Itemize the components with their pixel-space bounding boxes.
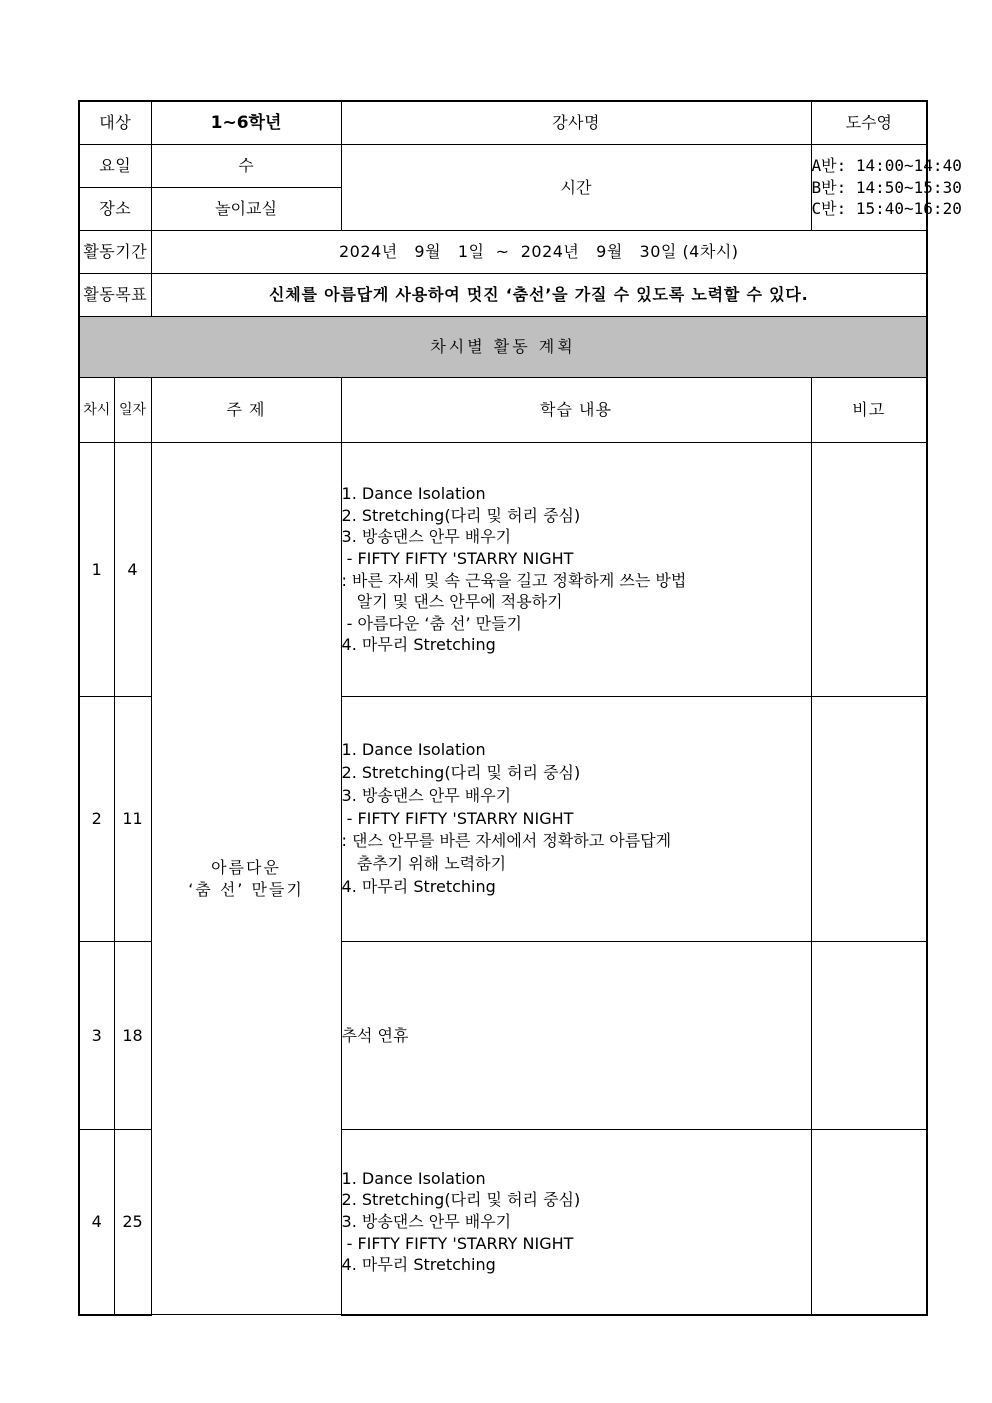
- section-title: 차시별 활동 계획: [79, 317, 927, 378]
- cell-lesson-date: 11: [114, 697, 151, 942]
- value-target: [151, 101, 341, 145]
- content-line: 2. Stretching(다리 및 허리 중심): [341, 763, 581, 783]
- value-day: 수: [151, 145, 341, 188]
- time-entry-a: A반: 14:00~14:40: [811, 156, 962, 176]
- theme-line-2: ‘춤 선’ 만들기: [188, 879, 304, 899]
- time-entry-b: B반: 14:50~15:30: [811, 177, 962, 197]
- target-grade-text: 1~6학년: [210, 112, 282, 133]
- content-line: 4. 마무리 Stretching: [341, 635, 496, 655]
- cell-lesson-date: 4: [114, 443, 151, 697]
- label-teacher: 강사명: [341, 101, 811, 145]
- content-line: : 댄스 안무를 바른 자세에서 정확하고 아름답게: [341, 831, 672, 851]
- header-remark: 비고: [811, 378, 927, 443]
- header-content: 학습 내용: [341, 378, 811, 443]
- header-lesson: 차시: [79, 378, 114, 443]
- activity-plan-document: [78, 100, 962, 1316]
- content-line: 4. 마무리 Stretching: [341, 876, 496, 896]
- cell-lesson-number: 3: [79, 942, 114, 1130]
- content-line: 4. 마무리 Stretching: [341, 1255, 496, 1275]
- cell-lesson-number: 4: [79, 1130, 114, 1315]
- info-row-period: [79, 231, 927, 274]
- label-goal: 활동목표: [79, 274, 151, 317]
- label-place: 장소: [79, 188, 151, 231]
- time-entry-c: C반: 15:40~16:20: [811, 199, 962, 219]
- label-period: 활동기간: [79, 231, 151, 274]
- label-target: 대상: [79, 101, 151, 145]
- content-line: 추석 연휴: [341, 1025, 409, 1045]
- cell-lesson-number: 1: [79, 443, 114, 697]
- label-time: 시간: [341, 145, 811, 231]
- table-row: [79, 443, 927, 697]
- value-period: 2024년 9월 1일 ~ 2024년 9월 30일 (4차시): [151, 231, 927, 274]
- cell-remark: [811, 1130, 927, 1315]
- value-place: 놀이교실: [151, 188, 341, 231]
- content-line: 알기 및 댄스 안무에 적용하기: [341, 592, 563, 612]
- cell-content: [341, 1130, 811, 1315]
- value-teacher: 도수영: [811, 101, 927, 145]
- value-goal: 신체를 아름답게 사용하여 멋진 ‘춤선’을 가질 수 있도록 노력할 수 있다.: [151, 274, 927, 317]
- theme-line-1: 아름다운: [211, 857, 281, 877]
- cell-remark: [811, 443, 927, 697]
- info-row-target: [79, 101, 927, 145]
- content-line: 3. 방송댄스 안무 배우기: [341, 1211, 512, 1231]
- plan-table: [78, 100, 962, 1316]
- cell-theme: [151, 443, 341, 1315]
- cell-lesson-date: 18: [114, 942, 151, 1130]
- content-line: - 아름다운 ‘춤 선’ 만들기: [341, 613, 522, 633]
- content-line: - FIFTY FIFTY 'STARRY NIGHT: [341, 548, 574, 568]
- content-line: - FIFTY FIFTY 'STARRY NIGHT: [341, 1233, 574, 1253]
- content-line: 3. 방송댄스 안무 배우기: [341, 785, 512, 805]
- header-date: 일자: [114, 378, 151, 443]
- header-theme: 주 제: [151, 378, 341, 443]
- content-line: 1. Dance Isolation: [341, 1168, 486, 1188]
- section-band-row: [79, 317, 927, 378]
- content-line: 3. 방송댄스 안무 배우기: [341, 527, 512, 547]
- value-time-list: [811, 145, 962, 231]
- content-line: 춤추기 위해 노력하기: [341, 854, 507, 874]
- content-line: - FIFTY FIFTY 'STARRY NIGHT: [341, 808, 574, 828]
- cell-remark: [811, 697, 927, 942]
- cell-content: [341, 942, 811, 1130]
- content-line: 1. Dance Isolation: [341, 740, 486, 760]
- plan-header-row: [79, 378, 927, 443]
- content-line: 2. Stretching(다리 및 허리 중심): [341, 1190, 581, 1210]
- cell-remark: [811, 942, 927, 1130]
- content-line: : 바른 자세 및 속 근육을 길고 정확하게 쓰는 방법: [341, 570, 687, 590]
- info-row-goal: [79, 274, 927, 317]
- cell-content: [341, 443, 811, 697]
- content-line: 2. Stretching(다리 및 허리 중심): [341, 505, 581, 525]
- cell-lesson-date: 25: [114, 1130, 151, 1315]
- cell-content: [341, 697, 811, 942]
- label-day: 요일: [79, 145, 151, 188]
- content-line: 1. Dance Isolation: [341, 484, 486, 504]
- cell-lesson-number: 2: [79, 697, 114, 942]
- info-row-day: [79, 145, 927, 188]
